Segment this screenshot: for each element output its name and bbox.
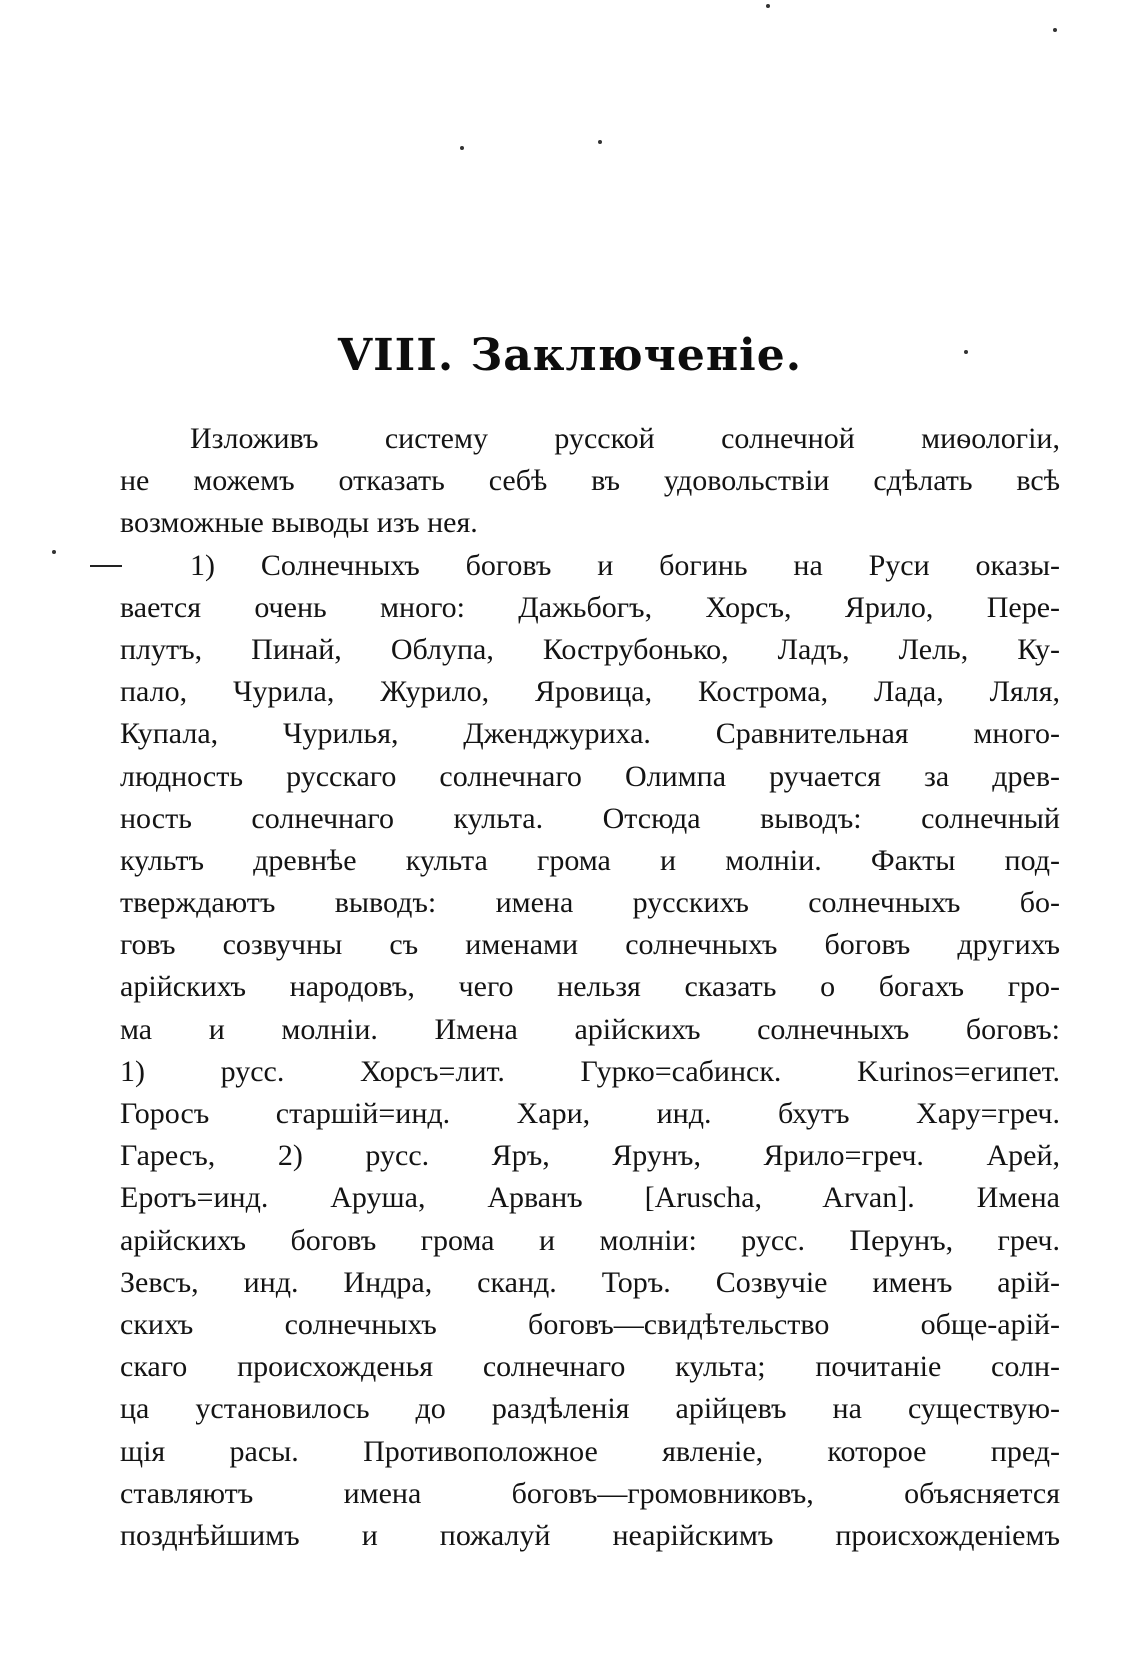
ink-speck [460,146,464,150]
margin-dash-mark [90,565,122,567]
ink-speck [52,550,56,554]
text-line: скаго происхожденья солнечнаго культа; почитаніе солн- [120,1350,1060,1384]
text-line: ставляютъ имена боговъ—громовниковъ, объясняется [120,1476,1060,1510]
ink-speck [598,140,602,144]
text-line: ность солнечнаго культа. Отсюда выводъ: солнечный [120,801,1060,835]
ink-speck [766,4,770,8]
text-line: Купала, Чурилья, Дженджуриха. Сравнительная много- [120,717,1060,751]
text-line: пало, Чурила, Журило, Яровица, Кострома, Лада, Ляля, [120,675,1060,709]
text-line: ма и молніи. Имена арійскихъ солнечныхъ боговъ: [120,1012,1060,1046]
text-line: не можемъ отказать себѣ въ удовольствіи сдѣлать всѣ [120,464,1060,498]
body-text [120,418,1060,1557]
text-line: Гаресъ, 2) русс. Яръ, Ярунъ, Ярило=греч. Арей, [120,1139,1060,1173]
text-line: Еротъ=инд. Аруша, Арванъ [Aruscha, Arvan]. Имена [120,1181,1060,1215]
text-line: позднѣйшимъ и пожалуй неарійскимъ происхожденіемъ [120,1518,1060,1552]
text-line: тверждаютъ выводъ: имена русскихъ солнечныхъ бо- [120,886,1060,920]
chapter-title: VIII. Заключеніе. [337,330,803,381]
text-line: ца установилось до раздѣленія арійцевъ на существую- [120,1392,1060,1426]
text-line: Горосъ старшій=инд. Хари, инд. бхутъ Хару=греч. [120,1097,1060,1130]
text-line: 1) Солнечныхъ боговъ и богинь на Руси оказы- [190,548,1060,582]
text-line: 1) русс. Хорсъ=лит. Гурко=сабинск. Kurinos=египет. [120,1054,1060,1088]
text-line: людность русскаго солнечнаго Олимпа ручается за древ- [120,759,1060,793]
ink-speck [1053,28,1057,32]
text-line: Изложивъ систему русской солнечной миѳологіи, [190,422,1060,455]
text-line: скихъ солнечныхъ боговъ—свидѣтельство обще-арій- [120,1307,1060,1341]
text-line: культъ древнѣе культа грома и молніи. Факты под- [120,843,1060,877]
text-line: арійскихъ боговъ грома и молніи: русс. Перунъ, греч. [120,1223,1060,1257]
text-line: говъ созвучны съ именами солнечныхъ боговъ другихъ [120,928,1060,962]
text-line: арійскихъ народовъ, чего нельзя сказать о богахъ гро- [120,970,1060,1004]
text-line: возможные выводы изъ нея. [120,506,478,540]
text-line: плутъ, Пинай, Облупа, Кострубонько, Ладъ, Лель, Ку- [120,632,1060,666]
text-line: Зевсъ, инд. Индра, сканд. Торъ. Созвучіе именъ арій- [120,1265,1060,1299]
text-line: щія расы. Противоположное явленіе, которое пред- [120,1434,1060,1468]
text-line: вается очень много: Дажьбогъ, Хорсъ, Ярило, Пере- [120,590,1060,624]
